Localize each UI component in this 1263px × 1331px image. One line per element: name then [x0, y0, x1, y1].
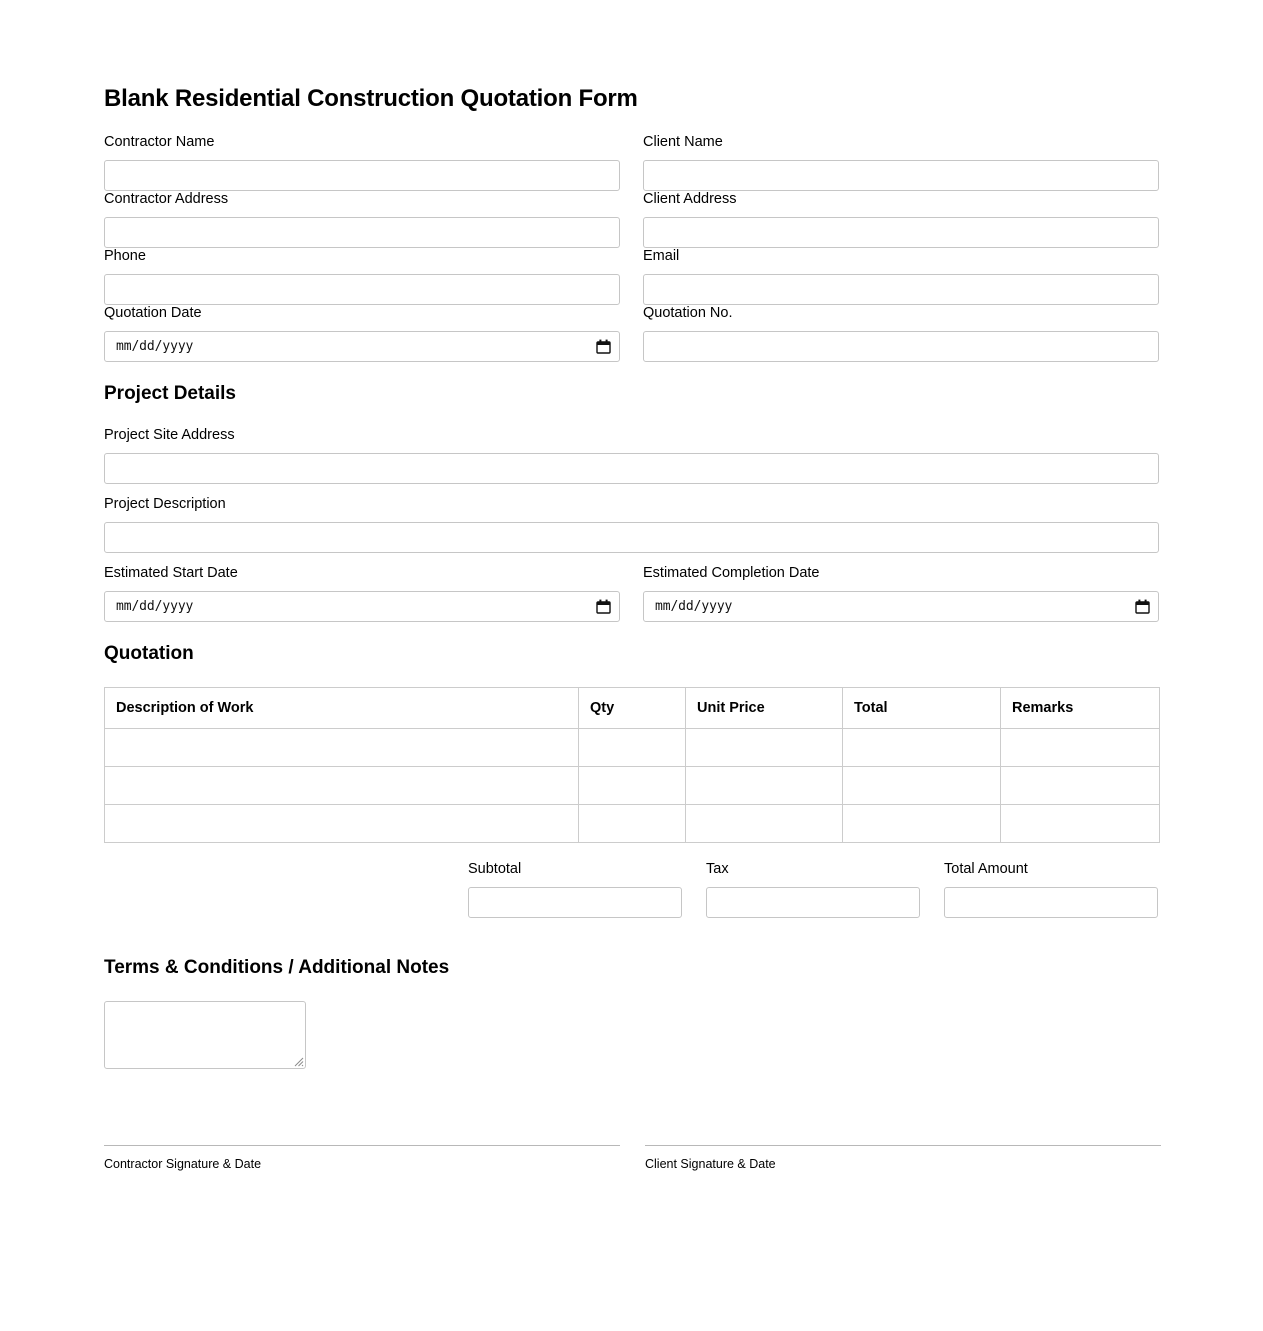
- estimated-completion-date-placeholder: mm/dd/yyyy: [655, 599, 733, 615]
- column-header-remarks: Remarks: [1001, 688, 1160, 729]
- label-phone: Phone: [104, 248, 146, 265]
- calendar-icon[interactable]: [596, 599, 611, 614]
- field-group-email: [643, 248, 1159, 305]
- quotation-date-input[interactable]: [104, 331, 620, 362]
- email-input[interactable]: [643, 274, 1159, 305]
- calendar-icon[interactable]: [596, 339, 611, 354]
- terms-notes-textarea[interactable]: [104, 1001, 306, 1069]
- label-tax: Tax: [706, 861, 729, 878]
- signature-block-client: [645, 1145, 1161, 1171]
- label-contractor-name: Contractor Name: [104, 134, 215, 151]
- cell-description[interactable]: [105, 767, 579, 805]
- quotation-date-placeholder: mm/dd/yyyy: [116, 339, 194, 355]
- quotation-table: [104, 687, 1160, 843]
- cell-total[interactable]: [843, 767, 1001, 805]
- field-group-client-address: [643, 191, 1159, 248]
- field-group-project-description: [104, 496, 1159, 553]
- quotation-no-input[interactable]: [643, 331, 1159, 362]
- label-project-site-address: Project Site Address: [104, 427, 235, 444]
- table-header-row: [105, 688, 1160, 729]
- estimated-start-date-placeholder: mm/dd/yyyy: [116, 599, 194, 615]
- contractor-name-input[interactable]: [104, 160, 620, 191]
- field-group-phone: [104, 248, 620, 305]
- contractor-address-input[interactable]: [104, 217, 620, 248]
- section-heading-project-details: Project Details: [104, 383, 236, 405]
- label-estimated-completion-date: Estimated Completion Date: [643, 565, 820, 582]
- calendar-icon[interactable]: [1135, 599, 1150, 614]
- signature-line: [104, 1145, 620, 1146]
- field-group-tax: [706, 861, 920, 918]
- column-header-qty: Qty: [579, 688, 686, 729]
- contact-row-4: [104, 305, 1159, 362]
- cell-unit-price[interactable]: [686, 805, 843, 843]
- cell-qty[interactable]: [579, 767, 686, 805]
- totals-row: [104, 861, 1159, 918]
- resize-grip-icon[interactable]: [291, 1054, 304, 1067]
- cell-unit-price[interactable]: [686, 767, 843, 805]
- label-client-address: Client Address: [643, 191, 737, 208]
- contact-row-1: [104, 134, 1159, 191]
- cell-remarks[interactable]: [1001, 767, 1160, 805]
- estimated-completion-date-input[interactable]: [643, 591, 1159, 622]
- cell-remarks[interactable]: [1001, 805, 1160, 843]
- signature-label-contractor: Contractor Signature & Date: [104, 1157, 262, 1172]
- table-row[interactable]: [105, 729, 1160, 767]
- client-address-input[interactable]: [643, 217, 1159, 248]
- spacer-project: [104, 362, 1159, 384]
- project-description-input[interactable]: [104, 522, 1159, 553]
- field-group-estimated-completion-date: [643, 565, 1159, 622]
- phone-input[interactable]: [104, 274, 620, 305]
- total-amount-input[interactable]: [944, 887, 1158, 918]
- label-project-description: Project Description: [104, 496, 226, 513]
- page-title: Blank Residential Construction Quotation Form: [104, 85, 638, 112]
- quotation-table-head: [105, 688, 1160, 729]
- cell-total[interactable]: [843, 805, 1001, 843]
- table-row[interactable]: [105, 805, 1160, 843]
- signature-label-client: Client Signature & Date: [645, 1157, 776, 1172]
- column-header-unit-price: Unit Price: [686, 688, 843, 729]
- cell-unit-price[interactable]: [686, 729, 843, 767]
- field-group-client-name: [643, 134, 1159, 191]
- label-client-name: Client Name: [643, 134, 723, 151]
- subtotal-input[interactable]: [468, 887, 682, 918]
- cell-qty[interactable]: [579, 729, 686, 767]
- client-name-input[interactable]: [643, 160, 1159, 191]
- label-quotation-no: Quotation No.: [643, 305, 733, 322]
- label-estimated-start-date: Estimated Start Date: [104, 565, 238, 582]
- spacer-quotation: [104, 622, 1159, 644]
- table-row[interactable]: [105, 767, 1160, 805]
- cell-description[interactable]: [105, 805, 579, 843]
- contact-row-3: [104, 248, 1159, 305]
- field-group-total-amount: [944, 861, 1158, 918]
- cell-description[interactable]: [105, 729, 579, 767]
- project-site-address-input[interactable]: [104, 453, 1159, 484]
- column-header-total: Total: [843, 688, 1001, 729]
- section-heading-terms: Terms & Conditions / Additional Notes: [104, 957, 450, 979]
- label-email: Email: [643, 248, 680, 265]
- tax-input[interactable]: [706, 887, 920, 918]
- label-contractor-address: Contractor Address: [104, 191, 229, 208]
- label-total-amount: Total Amount: [944, 861, 1028, 878]
- cell-remarks[interactable]: [1001, 729, 1160, 767]
- field-group-contractor-name: [104, 134, 620, 191]
- field-group-quotation-no: [643, 305, 1159, 362]
- quotation-table-body: [105, 729, 1160, 843]
- field-group-contractor-address: [104, 191, 620, 248]
- project-date-row: [104, 565, 1159, 622]
- contact-row-2: [104, 191, 1159, 248]
- field-group-quotation-date: [104, 305, 620, 362]
- estimated-start-date-input[interactable]: [104, 591, 620, 622]
- cell-qty[interactable]: [579, 805, 686, 843]
- signature-line: [645, 1145, 1161, 1146]
- label-quotation-date: Quotation Date: [104, 305, 202, 322]
- field-group-subtotal: [468, 861, 682, 918]
- label-subtotal: Subtotal: [468, 861, 522, 878]
- section-heading-quotation: Quotation: [104, 643, 194, 665]
- field-group-estimated-start-date: [104, 565, 620, 622]
- signature-block-contractor: [104, 1145, 620, 1171]
- column-header-description: Description of Work: [105, 688, 579, 729]
- signature-row: [104, 1145, 1159, 1171]
- cell-total[interactable]: [843, 729, 1001, 767]
- field-group-project-site-address: [104, 427, 1159, 484]
